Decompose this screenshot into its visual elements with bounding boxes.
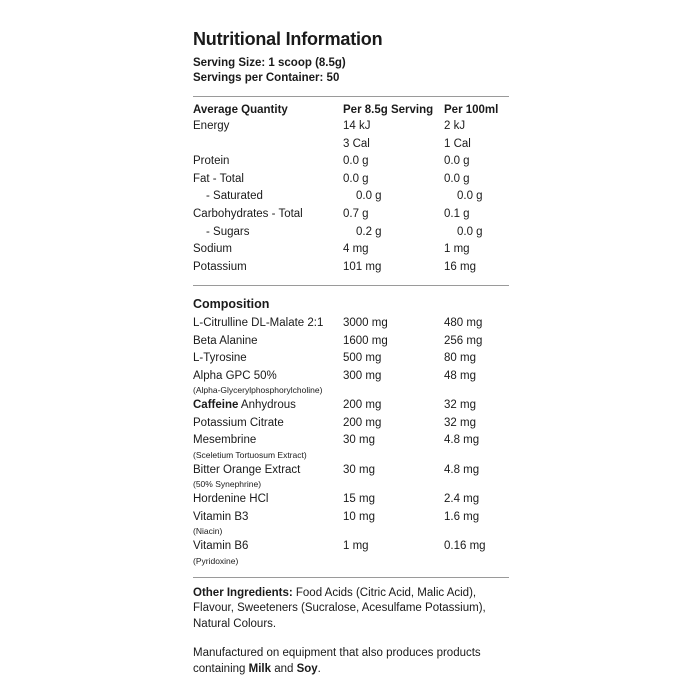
nutrient-name: Fat - Total <box>193 172 244 185</box>
per-100ml-value: 0.0 g <box>457 190 483 203</box>
divider <box>193 577 509 578</box>
ingredient-name: L-Tyrosine <box>193 352 247 365</box>
per-100ml-value: 80 mg <box>444 352 476 365</box>
ingredient-subtitle: (Pyridoxine) <box>193 555 239 566</box>
per-serving-value: 4 mg <box>343 243 369 256</box>
other-ingredients <box>193 586 509 633</box>
ingredient-cell <box>193 491 343 509</box>
composition-row <box>193 462 509 492</box>
per-serving-value: 500 mg <box>343 352 382 365</box>
nutrition-row <box>193 118 509 136</box>
per-serving-value: 1600 mg <box>343 334 388 347</box>
per-serving-value: 0.2 g <box>356 225 382 238</box>
per-100ml-value: 2.4 mg <box>444 493 480 506</box>
per-serving-value: 0.0 g <box>343 172 369 185</box>
ingredient-name: Mesembrine <box>193 434 257 447</box>
nutrient-name: Sodium <box>193 243 232 256</box>
per-100ml-value: 256 mg <box>444 334 483 347</box>
nutrient-name: Potassium <box>193 260 247 273</box>
per-100ml-value: 4.8 mg <box>444 434 480 447</box>
per-serving-value: 30 mg <box>343 463 375 476</box>
divider <box>193 285 509 286</box>
per-100ml-value: 4.8 mg <box>444 463 480 476</box>
allergen-statement <box>193 646 509 677</box>
nutrition-panel <box>193 28 509 677</box>
nutrition-row <box>193 153 509 171</box>
ingredient-cell <box>193 462 343 492</box>
per-100ml-value: 0.0 g <box>444 172 470 185</box>
ingredient-name: Vitamin B3 <box>193 510 249 523</box>
nutrition-row <box>193 136 509 154</box>
composition-row <box>193 350 509 368</box>
ingredient-cell <box>193 538 343 568</box>
allergen-end: . <box>317 662 321 675</box>
ingredient-name <box>193 397 343 415</box>
header-average-quantity: Average Quantity <box>193 104 288 116</box>
nutrient-name: Carbohydrates - Total <box>193 207 303 220</box>
serving-size: Serving Size: 1 scoop (8.5g) <box>193 57 346 69</box>
header-per-serving: Per 8.5g Serving <box>343 104 434 116</box>
ingredient-name: Alpha GPC 50% <box>193 369 277 382</box>
per-100ml-value: 48 mg <box>444 369 476 382</box>
per-100ml-value: 0.16 mg <box>444 540 486 553</box>
nutrition-row <box>193 241 509 259</box>
ingredient-name: Beta Alanine <box>193 334 258 347</box>
per-serving-value: 0.0 g <box>343 155 369 168</box>
nutrition-table-body <box>193 118 509 276</box>
ingredient-name: L-Citrulline DL-Malate 2:1 <box>193 317 324 330</box>
per-serving-value: 3 Cal <box>343 137 370 150</box>
per-100ml-value: 480 mg <box>444 317 483 330</box>
nutrition-table-header <box>193 102 509 118</box>
per-100ml-value: 0.1 g <box>444 207 470 220</box>
per-serving-value: 1 mg <box>343 540 369 553</box>
ingredient-cell <box>193 350 343 368</box>
ingredient-cell <box>193 432 343 462</box>
ingredient-subtitle: (Alpha-Glycerylphosphorylcholine) <box>193 385 323 396</box>
per-serving-value: 30 mg <box>343 434 375 447</box>
ingredient-cell <box>193 415 343 433</box>
nutrient-name: Protein <box>193 155 230 168</box>
composition-row <box>193 491 509 509</box>
per-serving-value: 15 mg <box>343 493 375 506</box>
allergen-text: Manufactured on equipment that also produces products containing <box>193 647 481 675</box>
nutrition-row <box>193 259 509 277</box>
per-serving-value: 14 kJ <box>343 120 371 132</box>
composition-row <box>193 333 509 351</box>
nutrition-row <box>193 171 509 189</box>
composition-row <box>193 415 509 433</box>
per-100ml-value: 16 mg <box>444 260 476 273</box>
nutrition-row <box>193 188 509 206</box>
ingredient-name-rest: Anhydrous <box>238 399 296 412</box>
per-serving-value: 200 mg <box>343 416 382 429</box>
composition-row <box>193 538 509 568</box>
ingredient-name-bold: Caffeine <box>193 399 239 412</box>
nutrient-name: - Saturated <box>206 190 263 203</box>
composition-table-body <box>193 315 509 568</box>
other-ingredients-text: Food Acids (Citric Acid, Malic Acid), Flavour, Sweeteners (Sucralose, Acesulfame Potassium), Natural Colours. <box>193 586 486 630</box>
per-serving-value: 0.0 g <box>356 190 382 203</box>
ingredient-name: Bitter Orange Extract <box>193 463 301 476</box>
per-serving-value: 3000 mg <box>343 317 388 330</box>
allergen-soy: Soy <box>296 662 318 675</box>
per-serving-value: 300 mg <box>343 369 382 382</box>
servings-per-container: Servings per Container: 50 <box>193 72 340 84</box>
ingredient-cell <box>193 368 343 398</box>
ingredient-cell <box>193 333 343 351</box>
ingredient-cell <box>193 315 343 333</box>
composition-row <box>193 368 509 398</box>
per-100ml-value: 0.0 g <box>457 225 483 238</box>
composition-row <box>193 509 509 539</box>
per-serving-value: 101 mg <box>343 260 382 273</box>
per-serving-value: 10 mg <box>343 510 375 523</box>
ingredient-subtitle: (Sceletium Tortuosum Extract) <box>193 449 307 460</box>
per-100ml-value: 32 mg <box>444 399 476 412</box>
other-ingredients-label: Other Ingredients: <box>193 586 293 599</box>
divider <box>193 96 509 97</box>
per-100ml-value: 2 kJ <box>444 120 466 132</box>
per-100ml-value: 1 mg <box>444 243 470 256</box>
composition-heading: Composition <box>193 297 270 312</box>
per-serving-value: 200 mg <box>343 399 382 412</box>
ingredient-name: Hordenine HCl <box>193 493 269 506</box>
header-per-100ml: Per 100ml <box>444 104 499 116</box>
per-100ml-value: 0.0 g <box>444 155 470 168</box>
nutrition-row <box>193 206 509 224</box>
nutrient-name <box>193 136 343 154</box>
ingredient-subtitle: (50% Synephrine) <box>193 479 262 490</box>
panel-title: Nutritional Information <box>193 29 383 49</box>
per-100ml-value: 1 Cal <box>444 137 471 150</box>
allergen-conjunction: and <box>271 662 297 675</box>
composition-row <box>193 397 509 415</box>
ingredient-subtitle: (Niacin) <box>193 526 223 537</box>
per-serving-value: 0.7 g <box>343 207 369 220</box>
ingredient-cell <box>193 397 343 415</box>
nutrient-name: Energy <box>193 120 230 132</box>
nutrient-name: - Sugars <box>206 225 250 238</box>
composition-row <box>193 432 509 462</box>
ingredient-name: Potassium Citrate <box>193 416 284 429</box>
allergen-milk: Milk <box>248 662 271 675</box>
composition-row <box>193 315 509 333</box>
nutrition-row <box>193 224 509 242</box>
per-100ml-value: 1.6 mg <box>444 510 480 523</box>
ingredient-name: Vitamin B6 <box>193 540 249 553</box>
ingredient-cell <box>193 509 343 539</box>
per-100ml-value: 32 mg <box>444 416 476 429</box>
